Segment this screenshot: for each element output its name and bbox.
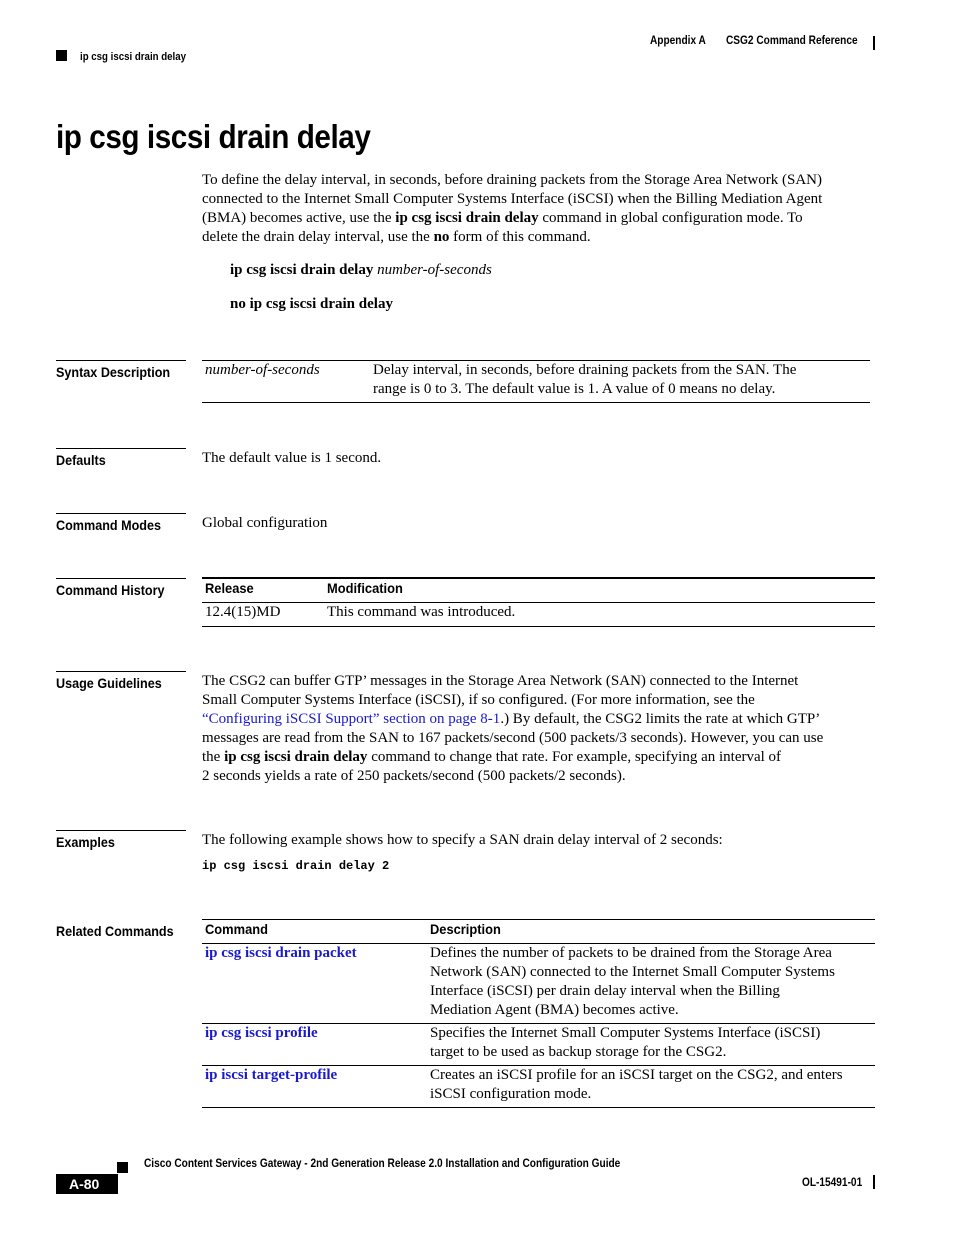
page-title: ip csg iscsi drain delay: [56, 118, 371, 155]
intro-command: ip csg iscsi drain delay: [395, 210, 539, 226]
intro-text: form of this command.: [449, 229, 591, 245]
usage-text: .) By default, the CSG2 limits the rate at which GTP’: [500, 711, 821, 727]
related-link-target-profile[interactable]: ip iscsi target-profile: [205, 1067, 338, 1083]
desc-line: Defines the number of packets to be drained from the Storage Area: [430, 945, 832, 961]
desc-line: target to be used as backup storage for the CSG2.: [430, 1044, 727, 1060]
history-modification: This command was introduced.: [327, 604, 516, 620]
history-header-rule: [202, 602, 875, 603]
syntax-no-line: no ip csg iscsi drain delay: [230, 296, 393, 312]
syntax-param: number-of-seconds: [205, 362, 320, 378]
usage-text: command to change that rate. For example, specifying an interval of: [367, 749, 782, 765]
related-link-iscsi-profile[interactable]: ip csg iscsi profile: [205, 1025, 318, 1041]
footer-guide-title: Cisco Content Services Gateway - 2nd Generation Release 2.0 Installation and Configuration Guide: [144, 1158, 621, 1170]
intro-line-4: [202, 228, 882, 247]
desc-line: Creates an iSCSI profile for an iSCSI target on the CSG2, and enters: [430, 1067, 843, 1083]
header-appendix: Appendix A: [650, 35, 706, 47]
related-desc-drain-packet: [430, 944, 835, 1020]
desc-line: Interface (iSCSI) per drain delay interval when the Billing: [430, 983, 780, 999]
desc-line: Mediation Agent (BMA) becomes active.: [430, 1002, 679, 1018]
related-desc-target-profile: [430, 1066, 843, 1104]
header-section: CSG2 Command Reference: [726, 35, 858, 47]
usage-paragraph: [202, 672, 823, 786]
examples-text: The following example shows how to specify a SAN drain delay interval of 2 seconds:: [202, 832, 723, 848]
section-label-defaults: Defaults: [56, 448, 186, 468]
section-label-usage-guidelines: Usage Guidelines: [56, 671, 186, 691]
related-desc-iscsi-profile: [430, 1024, 820, 1062]
related-top-rule: [202, 919, 875, 920]
section-label-related-commands: Related Commands: [56, 923, 174, 939]
intro-line-1: To define the delay interval, in seconds, before draining packets from the Storage Area Network (SAN): [202, 172, 822, 188]
footer-block-icon: [117, 1162, 128, 1173]
usage-command: ip csg iscsi drain delay: [224, 749, 368, 765]
intro-no-keyword: no: [433, 229, 450, 245]
table-bottom-rule: [202, 402, 870, 403]
usage-line: [202, 710, 823, 729]
history-release: 12.4(15)MD: [205, 604, 281, 620]
related-col-command: Command: [205, 921, 268, 937]
section-label-command-history: Command History: [56, 578, 186, 598]
footer-page-number: A-80: [69, 1176, 100, 1192]
syntax-line: [230, 261, 492, 280]
usage-line: messages are read from the SAN to 167 packets/second (500 packets/3 seconds). However, you can use: [202, 730, 824, 746]
desc-line: Specifies the Internet Small Computer Systems Interface (iSCSI): [430, 1025, 821, 1041]
footer-doc-number: OL-15491-01: [802, 1177, 863, 1189]
syntax-param-description: [373, 361, 796, 399]
section-label-examples: Examples: [56, 830, 186, 850]
intro-text: (BMA) becomes active, use the: [202, 210, 396, 226]
examples-code: ip csg iscsi drain delay 2: [202, 859, 390, 873]
usage-text: the: [202, 749, 225, 765]
syntax-argument: number-of-seconds: [377, 262, 492, 278]
intro-paragraph: [202, 171, 882, 247]
footer-rule: [873, 1175, 875, 1189]
usage-link[interactable]: “Configuring iSCSI Support” section on page 8-1: [202, 711, 501, 727]
intro-text: command in global configuration mode. To: [538, 210, 803, 226]
usage-line: The CSG2 can buffer GTP’ messages in the Storage Area Network (SAN) connected to the Internet: [202, 673, 799, 689]
desc-line: Network (SAN) connected to the Internet Small Computer Systems: [430, 964, 835, 980]
history-col-modification: Modification: [327, 580, 403, 596]
intro-text: delete the drain delay interval, use the: [202, 229, 434, 245]
usage-line: [202, 748, 823, 767]
desc-line: iSCSI configuration mode.: [430, 1086, 592, 1102]
desc-line: range is 0 to 3. The default value is 1. A value of 0 means no delay.: [373, 381, 776, 397]
syntax-command: ip csg iscsi drain delay: [230, 262, 374, 278]
section-label-command-modes: Command Modes: [56, 513, 186, 533]
defaults-text: The default value is 1 second.: [202, 450, 382, 466]
header-block-icon: [56, 50, 67, 61]
related-col-description: Description: [430, 921, 501, 937]
usage-line: 2 seconds yields a rate of 250 packets/second (500 packets/2 seconds).: [202, 768, 626, 784]
desc-line: Delay interval, in seconds, before draining packets from the SAN. The: [373, 362, 797, 378]
history-bottom-rule: [202, 626, 875, 627]
history-top-rule: [202, 577, 875, 579]
history-col-release: Release: [205, 580, 254, 596]
command-modes-text: Global configuration: [202, 515, 328, 531]
intro-line-3: [202, 209, 882, 228]
related-link-drain-packet[interactable]: ip csg iscsi drain packet: [205, 945, 357, 961]
section-label-syntax-description: Syntax Description: [56, 360, 186, 380]
usage-line: Small Computer Systems Interface (iSCSI), if so configured. (For more information, see the: [202, 692, 755, 708]
intro-line-2: connected to the Internet Small Computer Systems Interface (iSCSI) when the Billing Mediation Agent: [202, 191, 823, 207]
related-bottom-rule: [202, 1107, 875, 1108]
header-rule: [873, 36, 875, 50]
running-title: ip csg iscsi drain delay: [80, 51, 186, 63]
